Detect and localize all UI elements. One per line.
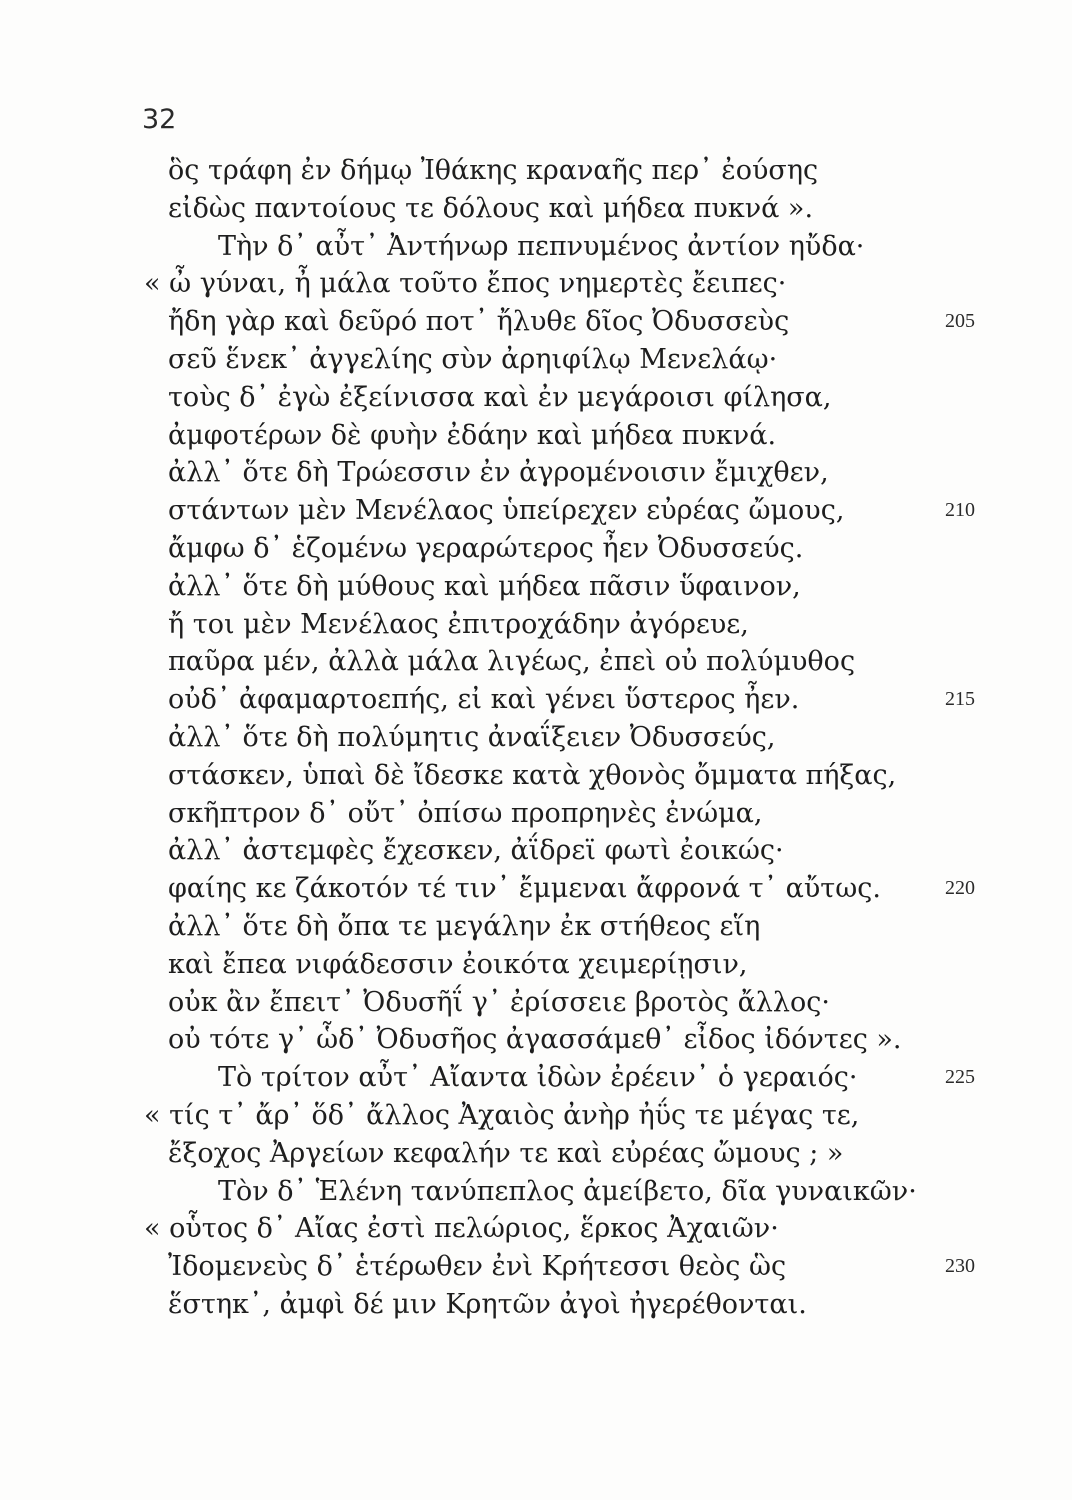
- verse-line: [0, 606, 1072, 644]
- verse-line: [0, 190, 1072, 228]
- line-number: 225: [945, 1066, 975, 1089]
- line-number: 210: [945, 499, 975, 522]
- verse-line: [0, 643, 1072, 681]
- verse-text: ἤδη γὰρ καὶ δεῦρό ποτ᾽ ἤλυθε δῖος Ὀδυσσεὺς: [168, 306, 790, 338]
- verse-line: [0, 908, 1072, 946]
- page-number: 32: [142, 104, 177, 135]
- verse-line: [0, 530, 1072, 568]
- verse-line: [0, 1173, 1072, 1211]
- verse-text: ἔξοχος Ἀργείων κεφαλήν τε καὶ εὐρέας ὤμους ; »: [168, 1137, 844, 1169]
- verse-text: στάσκεν, ὑπαὶ δὲ ἴδεσκε κατὰ χθονὸς ὄμματα πήξας,: [168, 759, 897, 791]
- line-number: 215: [945, 688, 975, 711]
- verse-text: στάντων μὲν Μενέλαος ὑπείρεχεν εὐρέας ὤμους,: [168, 495, 845, 527]
- verse-text: σεῦ ἕνεκ᾽ ἀγγελίης σὺν ἀρηιφίλῳ Μενελάῳ·: [168, 343, 778, 375]
- verse-text: « τίς τ᾽ ἄρ᾽ ὅδ᾽ ἄλλος Ἀχαιὸς ἀνὴρ ἠΰς τε μέγας τε,: [144, 1099, 860, 1131]
- line-number: 220: [945, 877, 975, 900]
- verse-line: [0, 1248, 1072, 1286]
- verse-text: ἀλλ᾽ ὅτε δὴ Τρώεσσιν ἐν ἀγρομένοισιν ἔμιχθεν,: [168, 457, 829, 489]
- verse-text: παῦρα μέν, ἀλλὰ μάλα λιγέως, ἐπεὶ οὐ πολύμυθος: [168, 646, 856, 678]
- verse-line: [0, 492, 1072, 530]
- verse-line: [0, 946, 1072, 984]
- verse-text: Τὴν δ᾽ αὖτ᾽ Ἀντήνωρ πεπνυμένος ἀντίον ηὔδα·: [218, 230, 865, 262]
- verse-text: ἕστηκ᾽, ἀμφὶ δέ μιν Κρητῶν ἀγοὶ ἠγερέθονται.: [168, 1288, 807, 1320]
- verse-line: [0, 341, 1072, 379]
- verse-line: [0, 1210, 1072, 1248]
- verse-text: ἄμφω δ᾽ ἑζομένω γεραρώτερος ἦεν Ὀδυσσεύς.: [168, 532, 804, 564]
- verse-line: [0, 568, 1072, 606]
- line-number: 230: [945, 1255, 975, 1278]
- verse-text: καὶ ἔπεα νιφάδεσσιν ἐοικότα χειμερίῃσιν,: [168, 948, 748, 980]
- verse-text: ἀμφοτέρων δὲ φυὴν ἐδάην καὶ μήδεα πυκνά.: [168, 419, 777, 451]
- verse-text: εἰδὼς παντοίους τε δόλους καὶ μήδεα πυκνά ».: [168, 192, 814, 224]
- verse-text: οὐκ ἂν ἔπειτ᾽ Ὀδυσῆΐ γ᾽ ἐρίσσειε βροτὸς ἄλλος·: [168, 986, 830, 1018]
- verse-line: [0, 984, 1072, 1022]
- verse-text: φαίης κε ζάκοτόν τέ τιν᾽ ἔμμεναι ἄφρονά τ᾽ αὔτως.: [168, 873, 881, 905]
- verse-text: ἀλλ᾽ ἀστεμφὲς ἔχεσκεν, ἀΐδρεϊ φωτὶ ἐοικώς·: [168, 835, 784, 867]
- verse-line: [0, 454, 1072, 492]
- verse-line: [0, 303, 1072, 341]
- verse-text: οὐ τότε γ᾽ ὧδ᾽ Ὀδυσῆος ἀγασσάμεθ᾽ εἶδος ἰδόντες ».: [168, 1024, 902, 1056]
- verse-text: « οὗτος δ᾽ Αἴας ἐστὶ πελώριος, ἕρκος Ἀχαιῶν·: [144, 1213, 779, 1245]
- verse-text: ἤ τοι μὲν Μενέλαος ἐπιτροχάδην ἀγόρευε,: [168, 608, 749, 640]
- verse-line: [0, 1135, 1072, 1173]
- verse-text: ἀλλ᾽ ὅτε δὴ ὄπα τε μεγάλην ἐκ στήθεος εἵη: [168, 910, 761, 942]
- verse-text: Ἰδομενεὺς δ᾽ ἑτέρωθεν ἐνὶ Κρήτεσσι θεὸς ὣς: [168, 1251, 787, 1283]
- verse-line: [0, 1021, 1072, 1059]
- verse-block: [0, 152, 1072, 1324]
- verse-line: [0, 417, 1072, 455]
- verse-line: [0, 795, 1072, 833]
- verse-line: [0, 757, 1072, 795]
- verse-line: [0, 265, 1072, 303]
- verse-text: Τὸ τρίτον αὖτ᾽ Αἴαντα ἰδὼν ἐρέειν᾽ ὁ γεραιός·: [218, 1062, 858, 1094]
- verse-line: [0, 1286, 1072, 1324]
- verse-text: τοὺς δ᾽ ἐγὼ ἐξείνισσα καὶ ἐν μεγάροισι φίλησα,: [168, 381, 832, 413]
- verse-text: Τὸν δ᾽ Ἑλένη τανύπεπλος ἀμείβετο, δῖα γυναικῶν·: [218, 1175, 917, 1207]
- verse-text: σκῆπτρον δ᾽ οὔτ᾽ ὀπίσω προπρηνὲς ἐνώμα,: [168, 797, 763, 829]
- verse-line: [0, 681, 1072, 719]
- verse-line: [0, 719, 1072, 757]
- verse-line: [0, 1097, 1072, 1135]
- verse-line: [0, 832, 1072, 870]
- verse-text: οὐδ᾽ ἀφαμαρτοεπής, εἰ καὶ γένει ὕστερος ἦεν.: [168, 684, 800, 716]
- verse-line: [0, 228, 1072, 266]
- verse-text: « ὦ γύναι, ἦ μάλα τοῦτο ἔπος νημερτὲς ἔειπες·: [144, 268, 787, 300]
- verse-line: [0, 152, 1072, 190]
- verse-text: ἀλλ᾽ ὅτε δὴ μύθους καὶ μήδεα πᾶσιν ὕφαινον,: [168, 570, 801, 602]
- line-number: 205: [945, 310, 975, 333]
- verse-text: ἀλλ᾽ ὅτε δὴ πολύμητις ἀναΐξειεν Ὀδυσσεύς,: [168, 721, 776, 753]
- verse-text: ὃς τράφη ἐν δήμῳ Ἰθάκης κραναῆς περ᾽ ἐούσης: [168, 155, 819, 186]
- verse-line: [0, 1059, 1072, 1097]
- verse-line: [0, 870, 1072, 908]
- verse-line: [0, 379, 1072, 417]
